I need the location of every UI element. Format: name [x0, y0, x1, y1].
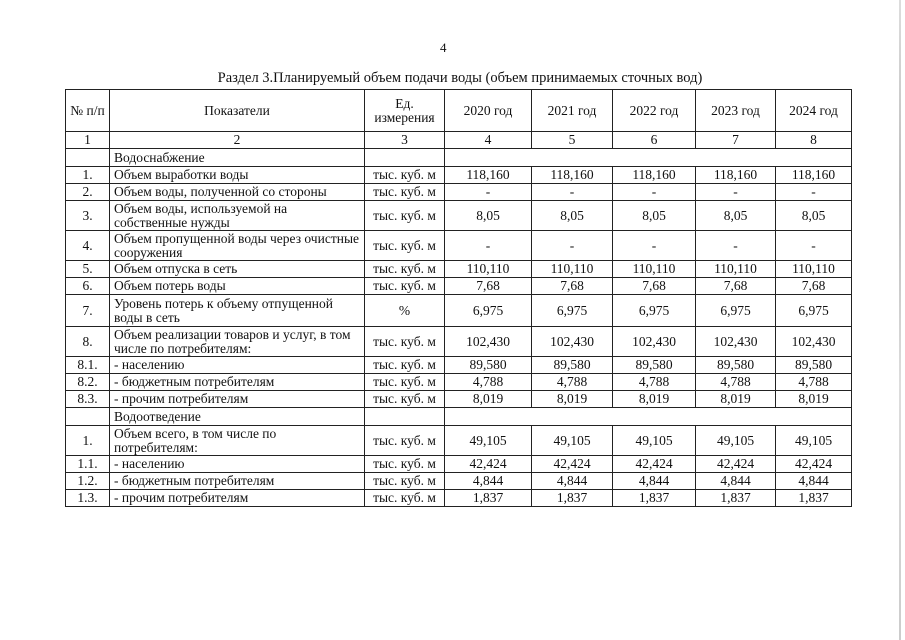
- row-value: 89,580: [776, 357, 852, 374]
- row-value: 110,110: [445, 261, 532, 278]
- row-value: 8,05: [696, 201, 776, 231]
- row-value: -: [776, 231, 852, 261]
- row-unit: тыс. куб. м: [365, 490, 445, 507]
- row-value: 89,580: [532, 357, 613, 374]
- row-value: -: [696, 231, 776, 261]
- row-value: 4,788: [776, 374, 852, 391]
- row-value: 6,975: [613, 295, 696, 327]
- row-unit: тыс. куб. м: [365, 391, 445, 408]
- row-value: 89,580: [613, 357, 696, 374]
- row-value: -: [613, 231, 696, 261]
- row-value: 8,05: [532, 201, 613, 231]
- table-row: [66, 490, 852, 507]
- header-year: 2024 год: [776, 90, 852, 132]
- row-value: 118,160: [613, 167, 696, 184]
- header-row: [66, 90, 852, 132]
- table-row: [66, 231, 852, 261]
- row-value: 6,975: [532, 295, 613, 327]
- row-value: 8,019: [776, 391, 852, 408]
- row-value: 4,844: [532, 473, 613, 490]
- row-value: 42,424: [613, 456, 696, 473]
- row-value: -: [532, 231, 613, 261]
- row-value: -: [696, 184, 776, 201]
- row-value: 42,424: [776, 456, 852, 473]
- row-indicator: - бюджетным потребителям: [110, 473, 365, 490]
- row-value: 4,844: [696, 473, 776, 490]
- row-unit: тыс. куб. м: [365, 261, 445, 278]
- row-value: 4,844: [445, 473, 532, 490]
- table-row: [66, 456, 852, 473]
- section-label: Водоснабжение: [110, 149, 365, 167]
- row-value: 110,110: [776, 261, 852, 278]
- header-num: № п/п: [66, 90, 110, 132]
- table-row: [66, 167, 852, 184]
- row-number: 8.: [66, 327, 110, 357]
- section-empty-cell: [445, 408, 852, 426]
- table-row: [66, 295, 852, 327]
- row-value: 1,837: [445, 490, 532, 507]
- row-value: 6,975: [696, 295, 776, 327]
- row-value: 102,430: [776, 327, 852, 357]
- row-number: 4.: [66, 231, 110, 261]
- row-number: 6.: [66, 278, 110, 295]
- table-row: [66, 426, 852, 456]
- header-year: 2021 год: [532, 90, 613, 132]
- row-value: 1,837: [696, 490, 776, 507]
- section-empty-cell: [66, 408, 110, 426]
- row-number: 7.: [66, 295, 110, 327]
- row-unit: тыс. куб. м: [365, 357, 445, 374]
- row-unit: тыс. куб. м: [365, 473, 445, 490]
- row-indicator: Объем потерь воды: [110, 278, 365, 295]
- row-value: 4,788: [613, 374, 696, 391]
- row-unit: %: [365, 295, 445, 327]
- row-number: 1.: [66, 167, 110, 184]
- row-value: 6,975: [445, 295, 532, 327]
- row-number: 1.: [66, 426, 110, 456]
- row-number: 1.3.: [66, 490, 110, 507]
- row-indicator: - бюджетным потребителям: [110, 374, 365, 391]
- row-value: -: [445, 184, 532, 201]
- row-value: 42,424: [445, 456, 532, 473]
- row-value: 4,788: [696, 374, 776, 391]
- header-indicator: Показатели: [110, 90, 365, 132]
- table-row: [66, 391, 852, 408]
- section-empty-cell: [365, 149, 445, 167]
- row-value: 8,019: [613, 391, 696, 408]
- row-value: -: [532, 184, 613, 201]
- row-value: 89,580: [696, 357, 776, 374]
- row-number: 3.: [66, 201, 110, 231]
- row-value: 8,05: [445, 201, 532, 231]
- row-value: 110,110: [613, 261, 696, 278]
- row-unit: тыс. куб. м: [365, 184, 445, 201]
- section-row: [66, 408, 852, 426]
- row-value: 7,68: [613, 278, 696, 295]
- row-value: 49,105: [445, 426, 532, 456]
- row-unit: тыс. куб. м: [365, 374, 445, 391]
- table-row: [66, 357, 852, 374]
- header-year: 2020 год: [445, 90, 532, 132]
- row-number: 1.1.: [66, 456, 110, 473]
- header-year: 2023 год: [696, 90, 776, 132]
- page-number: 4: [440, 40, 447, 55]
- row-value: 42,424: [532, 456, 613, 473]
- row-unit: тыс. куб. м: [365, 167, 445, 184]
- row-value: 8,05: [613, 201, 696, 231]
- row-value: 1,837: [613, 490, 696, 507]
- row-indicator: - прочим потребителям: [110, 490, 365, 507]
- row-value: -: [776, 184, 852, 201]
- row-value: -: [613, 184, 696, 201]
- row-value: 4,788: [532, 374, 613, 391]
- row-unit: тыс. куб. м: [365, 278, 445, 295]
- row-value: 102,430: [613, 327, 696, 357]
- row-value: 118,160: [445, 167, 532, 184]
- table-row: [66, 374, 852, 391]
- row-value: 118,160: [532, 167, 613, 184]
- row-value: 4,844: [613, 473, 696, 490]
- row-value: 8,019: [532, 391, 613, 408]
- row-indicator: Уровень потерь к объему отпущенной воды в сеть: [110, 295, 365, 327]
- section-title: Раздел 3.Планируемый объем подачи воды (объем принимаемых сточных вод): [217, 70, 703, 86]
- row-value: 118,160: [776, 167, 852, 184]
- row-indicator: - населению: [110, 357, 365, 374]
- table-row: [66, 201, 852, 231]
- row-value: 49,105: [776, 426, 852, 456]
- table-row: [66, 327, 852, 357]
- row-value: 8,019: [445, 391, 532, 408]
- row-indicator: Объем выработки воды: [110, 167, 365, 184]
- row-value: 49,105: [532, 426, 613, 456]
- row-value: 89,580: [445, 357, 532, 374]
- table-row: [66, 278, 852, 295]
- row-number: 1.2.: [66, 473, 110, 490]
- row-number: 2.: [66, 184, 110, 201]
- row-unit: тыс. куб. м: [365, 456, 445, 473]
- row-indicator: Объем воды, полученной со стороны: [110, 184, 365, 201]
- column-number: 8: [776, 132, 852, 149]
- row-unit: тыс. куб. м: [365, 426, 445, 456]
- row-value: 8,019: [696, 391, 776, 408]
- section-row: [66, 149, 852, 167]
- row-value: 4,844: [776, 473, 852, 490]
- row-value: 7,68: [532, 278, 613, 295]
- column-number: 1: [66, 132, 110, 149]
- row-value: 7,68: [776, 278, 852, 295]
- row-indicator: Объем всего, в том числе по потребителям:: [110, 426, 365, 456]
- column-number: 7: [696, 132, 776, 149]
- row-indicator: Объем воды, используемой на собственные нужды: [110, 201, 365, 231]
- column-number: 3: [365, 132, 445, 149]
- table-row: [66, 473, 852, 490]
- row-indicator: - прочим потребителям: [110, 391, 365, 408]
- row-unit: тыс. куб. м: [365, 327, 445, 357]
- row-value: 102,430: [696, 327, 776, 357]
- row-value: -: [445, 231, 532, 261]
- row-value: 110,110: [696, 261, 776, 278]
- row-number: 5.: [66, 261, 110, 278]
- row-value: 110,110: [532, 261, 613, 278]
- row-unit: тыс. куб. м: [365, 201, 445, 231]
- column-number: 2: [110, 132, 365, 149]
- row-indicator: Объем отпуска в сеть: [110, 261, 365, 278]
- water-volume-table: [65, 89, 852, 507]
- row-value: 4,788: [445, 374, 532, 391]
- scan-edge: [899, 0, 901, 640]
- row-value: 42,424: [696, 456, 776, 473]
- section-empty-cell: [445, 149, 852, 167]
- row-value: 1,837: [532, 490, 613, 507]
- section-label: Водоотведение: [110, 408, 365, 426]
- row-value: 8,05: [776, 201, 852, 231]
- row-value: 6,975: [776, 295, 852, 327]
- row-value: 102,430: [445, 327, 532, 357]
- column-number: 6: [613, 132, 696, 149]
- row-value: 49,105: [613, 426, 696, 456]
- row-value: 49,105: [696, 426, 776, 456]
- column-number-row: [66, 132, 852, 149]
- section-empty-cell: [66, 149, 110, 167]
- row-indicator: Объем реализации товаров и услуг, в том числе по потребителям:: [110, 327, 365, 357]
- row-value: 7,68: [696, 278, 776, 295]
- table-row: [66, 184, 852, 201]
- row-number: 8.1.: [66, 357, 110, 374]
- row-unit: тыс. куб. м: [365, 231, 445, 261]
- header-unit: Ед. измерения: [365, 90, 445, 132]
- row-indicator: Объем пропущенной воды через очистные сооружения: [110, 231, 365, 261]
- row-value: 7,68: [445, 278, 532, 295]
- row-indicator: - населению: [110, 456, 365, 473]
- section-empty-cell: [365, 408, 445, 426]
- header-year: 2022 год: [613, 90, 696, 132]
- row-value: 1,837: [776, 490, 852, 507]
- row-value: 118,160: [696, 167, 776, 184]
- column-number: 4: [445, 132, 532, 149]
- row-number: 8.3.: [66, 391, 110, 408]
- column-number: 5: [532, 132, 613, 149]
- row-number: 8.2.: [66, 374, 110, 391]
- row-value: 102,430: [532, 327, 613, 357]
- table-row: [66, 261, 852, 278]
